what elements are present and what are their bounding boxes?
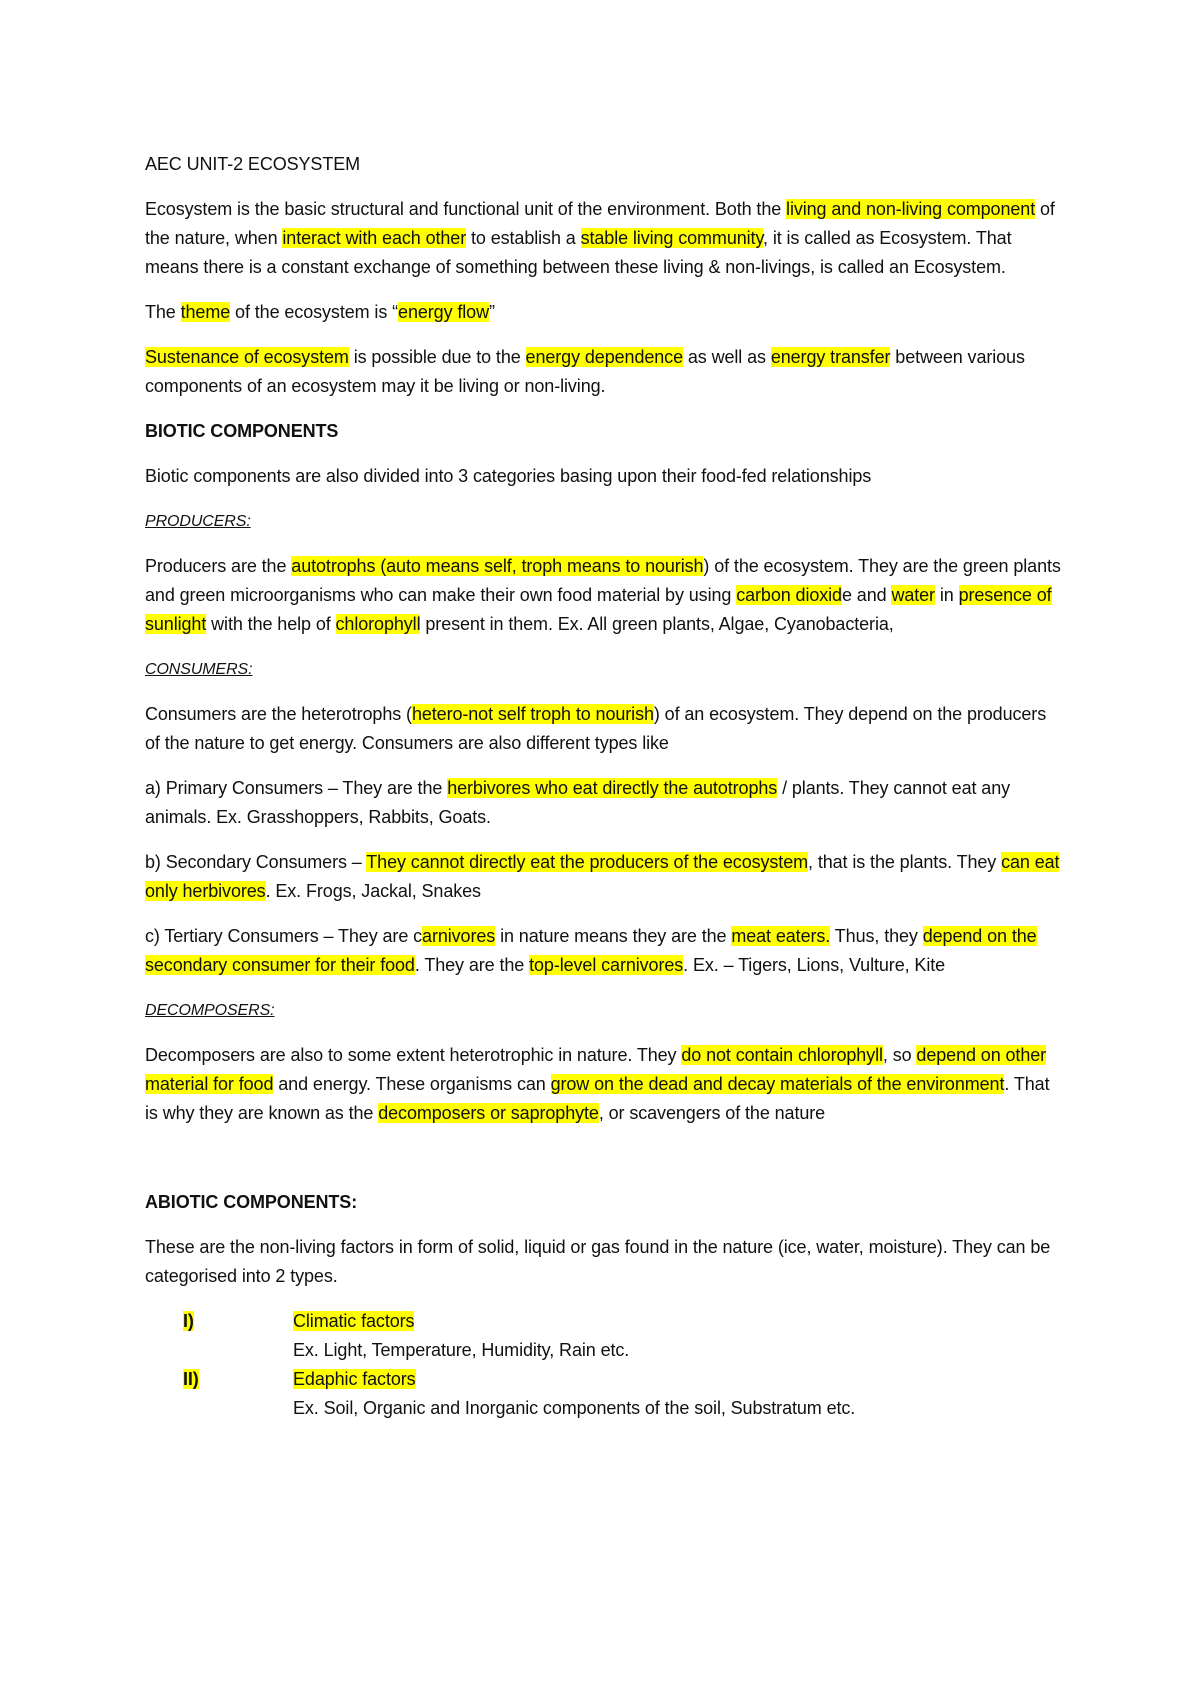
- highlighted-text: energy flow: [398, 302, 489, 322]
- intro-paragraph: [145, 195, 1065, 282]
- spacer: [145, 1144, 1060, 1188]
- text-run: . That is why they are known as the: [145, 1074, 1050, 1123]
- text-run: , that is the plants. They: [808, 852, 1002, 872]
- highlighted-text: do not contain chlorophyll: [681, 1045, 883, 1065]
- text-run: . Ex. – Tigers, Lions, Vulture, Kite: [683, 955, 946, 975]
- producers-heading: PRODUCERS:: [145, 513, 251, 530]
- text-run: with the help of: [206, 614, 336, 634]
- highlighted-text: meat eaters.: [731, 926, 831, 946]
- text-run: Ecosystem is the basic structural and functional unit of the environment. Both the: [145, 199, 787, 219]
- document-title: AEC UNIT-2 ECOSYSTEM: [145, 154, 361, 174]
- sustenance-paragraph: [145, 343, 1065, 401]
- abiotic-heading: ABIOTIC COMPONENTS:: [145, 1192, 358, 1212]
- factor-number: [145, 1365, 293, 1394]
- highlighted-text: Sustenance of ecosystem: [145, 347, 349, 367]
- text-run: a) Primary Consumers – They are the: [145, 778, 448, 798]
- highlighted-text: stable living community: [580, 228, 764, 248]
- factor-item-climatic: [145, 1307, 1060, 1336]
- factor-number: [145, 1307, 293, 1336]
- factor-item-edaphic: [145, 1365, 1060, 1394]
- text-run: . They are the: [414, 955, 530, 975]
- text-run: of the ecosystem is “: [230, 302, 399, 322]
- producers-paragraph: [145, 552, 1065, 639]
- highlighted-text: They cannot directly eat the producers of the ecosystem: [366, 852, 809, 872]
- highlighted-text: grow on the dead and decay materials of the environment: [550, 1074, 1005, 1094]
- highlighted-text: can eat only herbivores: [145, 852, 1060, 901]
- factor-number-text: I): [183, 1311, 194, 1331]
- text-run: / plants. They cannot eat any animals. Ex. Grasshoppers, Rabbits, Goats.: [145, 778, 1011, 827]
- highlighted-text: living and non-living component: [786, 199, 1036, 219]
- text-run: present in them. Ex. All green plants, Algae, Cyanobacteria,: [420, 614, 894, 634]
- highlighted-text: carbon dioxid: [736, 585, 842, 605]
- consumers-paragraph: [145, 700, 1065, 758]
- secondary-consumers-paragraph: [145, 848, 1065, 906]
- text-run: e and: [841, 585, 892, 605]
- factor-label-text: Edaphic factors: [293, 1369, 416, 1389]
- highlighted-text: depend on other material for food: [145, 1045, 1047, 1094]
- factor-example: Ex. Light, Temperature, Humidity, Rain etc.: [293, 1340, 630, 1360]
- text-run: Thus, they: [830, 926, 923, 946]
- biotic-intro: Biotic components are also divided into 3 categories basing upon their food-fed relationships: [145, 466, 872, 486]
- highlighted-text: theme: [180, 302, 231, 322]
- text-run: b) Secondary Consumers –: [145, 852, 367, 872]
- abiotic-factor-list: [145, 1307, 1060, 1423]
- factor-label-text: Climatic factors: [293, 1311, 415, 1331]
- text-run: in: [934, 585, 959, 605]
- text-run: The: [145, 302, 181, 322]
- text-run: ”: [488, 302, 495, 322]
- abiotic-intro: These are the non-living factors in form of solid, liquid or gas found in the nature (ice, water, moisture). They can be categorised into 2 types.: [145, 1237, 1051, 1286]
- highlighted-text: presence of sunlight: [145, 585, 1052, 634]
- text-run: between various components of an ecosystem may it be living or non-living.: [145, 347, 1025, 396]
- highlighted-text: decomposers or saprophyte: [378, 1103, 599, 1123]
- text-run: of the nature, when: [145, 199, 1055, 248]
- text-run: and energy. These organisms can: [273, 1074, 551, 1094]
- factor-number-text: II): [183, 1369, 199, 1389]
- highlighted-text: depend on the secondary consumer for their food: [145, 926, 1037, 975]
- text-run: is possible due to the: [348, 347, 526, 367]
- highlighted-text: autotrophs (auto means self, troph means to nourish: [291, 556, 704, 576]
- highlighted-text: interact with each other: [282, 228, 467, 248]
- text-run: , it is called as Ecosystem. That means there is a constant exchange of something between these living & non-livings, is called an Ecosystem.: [145, 228, 1012, 277]
- primary-consumers-paragraph: [145, 774, 1065, 832]
- highlighted-text: arnivores: [422, 926, 496, 946]
- text-run: ) of an ecosystem. They depend on the producers of the nature to get energy. Consumers are also different types like: [145, 704, 1047, 753]
- text-run: c) Tertiary Consumers – They are c: [145, 926, 423, 946]
- highlighted-text: herbivores who eat directly the autotrophs: [447, 778, 778, 798]
- text-run: Consumers are the heterotrophs (: [145, 704, 412, 724]
- factor-label: [293, 1307, 414, 1336]
- text-run: Producers are the: [145, 556, 292, 576]
- theme-paragraph: [145, 298, 1065, 327]
- tertiary-consumers-paragraph: [145, 922, 1065, 980]
- highlighted-text: energy dependence: [525, 347, 683, 367]
- text-run: in nature means they are the: [495, 926, 732, 946]
- highlighted-text: water: [891, 585, 935, 605]
- biotic-heading: BIOTIC COMPONENTS: [145, 421, 339, 441]
- highlighted-text: energy transfer: [770, 347, 891, 367]
- text-run: ) of the ecosystem. They are the green plants and green microorganisms who can make their own food material by using: [145, 556, 1061, 605]
- text-run: as well as: [682, 347, 771, 367]
- text-run: , so: [882, 1045, 917, 1065]
- factor-example: Ex. Soil, Organic and Inorganic components of the soil, Substratum etc.: [293, 1398, 856, 1418]
- text-run: , or scavengers of the nature: [598, 1103, 826, 1123]
- factor-label: [293, 1365, 416, 1394]
- decomposers-heading: DECOMPOSERS:: [145, 1002, 275, 1019]
- text-run: . Ex. Frogs, Jackal, Snakes: [265, 881, 481, 901]
- highlighted-text: top-level carnivores: [529, 955, 684, 975]
- consumers-heading: CONSUMERS:: [145, 661, 253, 678]
- decomposers-paragraph: [145, 1041, 1065, 1128]
- text-run: to establish a: [466, 228, 581, 248]
- text-run: Decomposers are also to some extent heterotrophic in nature. They: [145, 1045, 682, 1065]
- highlighted-text: hetero-not self troph to nourish: [411, 704, 654, 724]
- highlighted-text: chlorophyll: [335, 614, 421, 634]
